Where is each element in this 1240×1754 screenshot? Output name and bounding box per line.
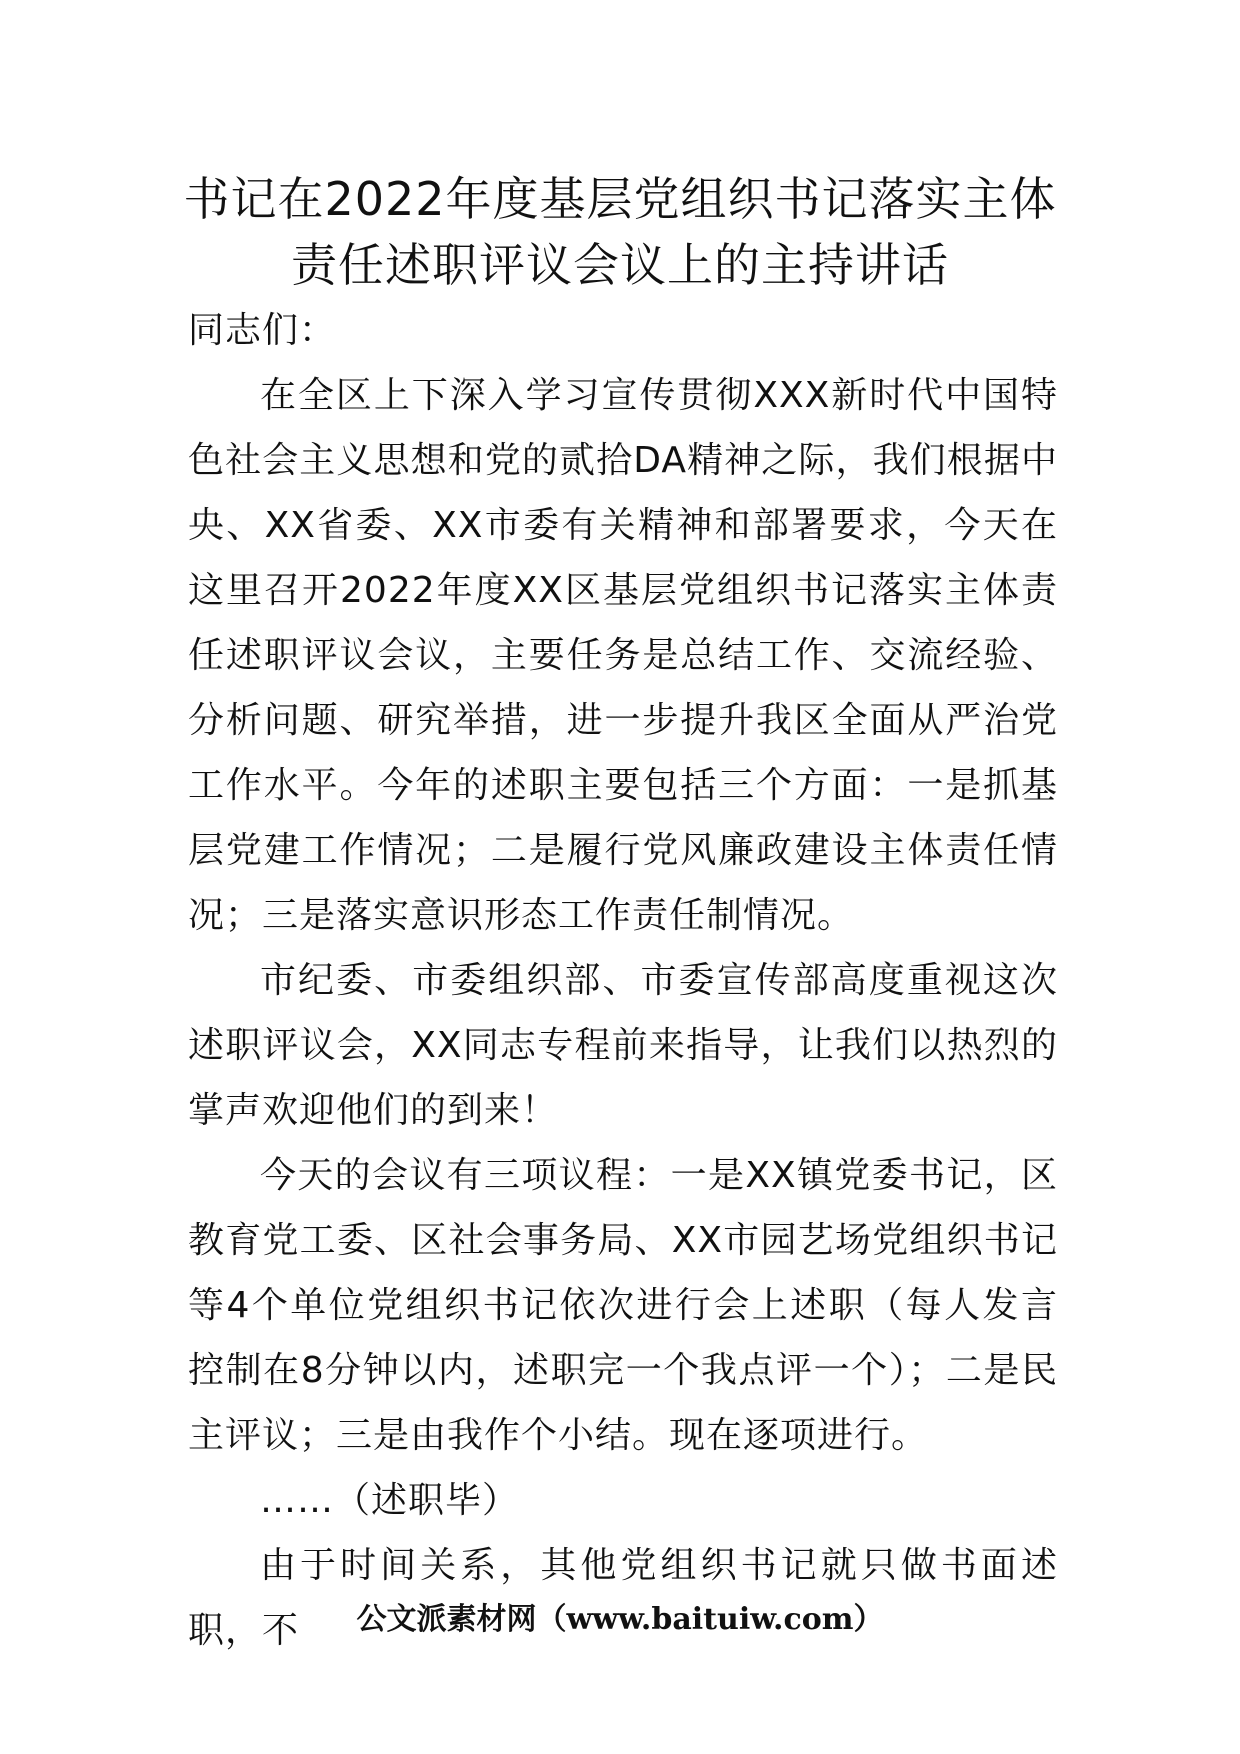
paragraph: 市纪委、市委组织部、市委宣传部高度重视这次述职评议会，XX同志专程前来指导，让我们以热烈的掌声欢迎他们的到来！: [188, 960, 1058, 1131]
salutation: 同志们：: [188, 310, 337, 351]
title-line-1: 书记在2022年度基层党组织书记落实主体: [183, 172, 1057, 226]
footer-watermark: 公文派素材网（www.baituiw.com）: [356, 1602, 884, 1637]
document-title: [150, 166, 1090, 298]
paragraph: 在全区上下深入学习宣传贯彻XXX新时代中国特色社会主义思想和党的贰拾DA精神之际，我们根据中央、XX省委、XX市委有关精神和部署要求，今天在这里召开2022年度XX区基层党组织书记落实主体责任述职评议会议，主要任务是总结工作、交流经验、分析问题、研究举措，进一步提升我区全面从严治党工作水平。今年的述职主要包括三个方面：一是抓基层党建工作情况；二是履行党风廉政建设主体责任情况；三是落实意识形态工作责任制情况。: [188, 375, 1058, 936]
document-body: [188, 298, 1058, 1663]
paragraph: ……（述职毕）: [260, 1480, 520, 1521]
paragraph: 由于时间关系，其他党组织书记就只做书面述职，不: [188, 1545, 1058, 1651]
title-line-2: 责任述职评议会议上的主持讲话: [291, 238, 949, 292]
paragraph: 今天的会议有三项议程：一是XX镇党委书记，区教育党工委、区社会事务局、XX市园艺场党组织书记等4个单位党组织书记依次进行会上述职（每人发言控制在8分钟以内，述职完一个我点评一个）；二是民主评议；三是由我作个小结。现在逐项进行。: [188, 1155, 1058, 1456]
